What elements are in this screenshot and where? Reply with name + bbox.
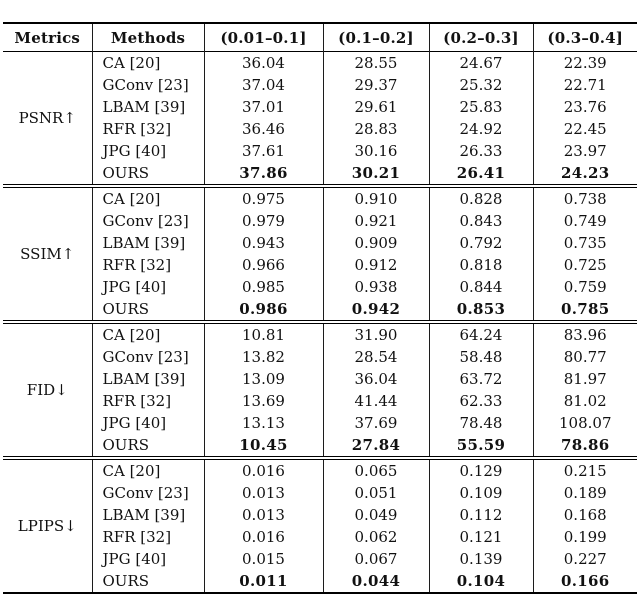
- section-psnr: [3, 52, 637, 187]
- value-cell: 0.966: [204, 254, 323, 276]
- value-cell: 0.735: [533, 232, 637, 254]
- value-cell: 26.33: [429, 140, 533, 162]
- method-cell: LBAM [39]: [92, 504, 204, 526]
- value-cell: 24.67: [429, 52, 533, 75]
- value-cell: 28.83: [323, 118, 429, 140]
- table-row: [3, 140, 637, 162]
- table-row: [3, 458, 637, 482]
- table-row: [3, 118, 637, 140]
- value-cell: 0.975: [204, 186, 323, 210]
- table-row: [3, 74, 637, 96]
- table-row: [3, 232, 637, 254]
- value-cell: 0.749: [533, 210, 637, 232]
- table-row: [3, 186, 637, 210]
- value-cell: 0.139: [429, 548, 533, 570]
- value-cell: 30.21: [323, 162, 429, 186]
- value-cell: 37.01: [204, 96, 323, 118]
- method-cell: LBAM [39]: [92, 232, 204, 254]
- value-cell: 83.96: [533, 322, 637, 346]
- value-cell: 0.912: [323, 254, 429, 276]
- value-cell: 0.109: [429, 482, 533, 504]
- value-cell: 0.129: [429, 458, 533, 482]
- value-cell: 0.909: [323, 232, 429, 254]
- value-cell: 22.71: [533, 74, 637, 96]
- value-cell: 0.738: [533, 186, 637, 210]
- table-row: [3, 548, 637, 570]
- method-cell: CA [20]: [92, 458, 204, 482]
- value-cell: 13.69: [204, 390, 323, 412]
- value-cell: 0.725: [533, 254, 637, 276]
- value-cell: 0.067: [323, 548, 429, 570]
- value-cell: 29.61: [323, 96, 429, 118]
- method-cell: LBAM [39]: [92, 368, 204, 390]
- value-cell: 37.69: [323, 412, 429, 434]
- header-cell-range-3: (0.2–0.3]: [429, 23, 533, 52]
- value-cell: 13.09: [204, 368, 323, 390]
- value-cell: 27.84: [323, 434, 429, 458]
- value-cell: 0.166: [533, 570, 637, 593]
- value-cell: 28.55: [323, 52, 429, 75]
- value-cell: 23.76: [533, 96, 637, 118]
- value-cell: 0.215: [533, 458, 637, 482]
- value-cell: 37.61: [204, 140, 323, 162]
- header-cell-range-4: (0.3–0.4]: [533, 23, 637, 52]
- method-cell: RFR [32]: [92, 118, 204, 140]
- value-cell: 108.07: [533, 412, 637, 434]
- method-cell: LBAM [39]: [92, 96, 204, 118]
- value-cell: 0.979: [204, 210, 323, 232]
- header-cell-range-2: (0.1–0.2]: [323, 23, 429, 52]
- value-cell: 25.83: [429, 96, 533, 118]
- value-cell: 0.828: [429, 186, 533, 210]
- table-row: [3, 52, 637, 75]
- value-cell: 0.943: [204, 232, 323, 254]
- value-cell: 26.41: [429, 162, 533, 186]
- metric-label-lpips: LPIPS↓: [17, 517, 77, 535]
- value-cell: 0.818: [429, 254, 533, 276]
- value-cell: 29.37: [323, 74, 429, 96]
- value-cell: 0.015: [204, 548, 323, 570]
- table-row-ours: [3, 570, 637, 593]
- value-cell: 78.86: [533, 434, 637, 458]
- value-cell: 0.065: [323, 458, 429, 482]
- method-cell: OURS: [92, 298, 204, 322]
- value-cell: 0.938: [323, 276, 429, 298]
- value-cell: 0.104: [429, 570, 533, 593]
- value-cell: 36.46: [204, 118, 323, 140]
- method-cell: JPG [40]: [92, 412, 204, 434]
- method-cell: GConv [23]: [92, 210, 204, 232]
- value-cell: 13.13: [204, 412, 323, 434]
- value-cell: 0.062: [323, 526, 429, 548]
- value-cell: 81.97: [533, 368, 637, 390]
- table-row: [3, 96, 637, 118]
- table-row: [3, 526, 637, 548]
- value-cell: 0.844: [429, 276, 533, 298]
- value-cell: 0.942: [323, 298, 429, 322]
- value-cell: 0.013: [204, 504, 323, 526]
- value-cell: 24.92: [429, 118, 533, 140]
- value-cell: 0.016: [204, 458, 323, 482]
- table-row: [3, 322, 637, 346]
- value-cell: 0.785: [533, 298, 637, 322]
- table-row-ours: [3, 298, 637, 322]
- value-cell: 80.77: [533, 346, 637, 368]
- table-row: [3, 254, 637, 276]
- metric-label-ssim: SSIM↑: [20, 245, 75, 263]
- value-cell: 13.82: [204, 346, 323, 368]
- value-cell: 22.39: [533, 52, 637, 75]
- value-cell: 0.986: [204, 298, 323, 322]
- method-cell: RFR [32]: [92, 254, 204, 276]
- method-cell: GConv [23]: [92, 482, 204, 504]
- method-cell: GConv [23]: [92, 74, 204, 96]
- table-row: [3, 504, 637, 526]
- value-cell: 0.985: [204, 276, 323, 298]
- table-row: [3, 346, 637, 368]
- method-cell: RFR [32]: [92, 526, 204, 548]
- value-cell: 0.044: [323, 570, 429, 593]
- method-cell: JPG [40]: [92, 548, 204, 570]
- value-cell: 0.759: [533, 276, 637, 298]
- method-cell: GConv [23]: [92, 346, 204, 368]
- method-cell: OURS: [92, 570, 204, 593]
- section-fid: [3, 322, 637, 458]
- table-row: [3, 412, 637, 434]
- metric-label-fid: FID↓: [26, 381, 68, 399]
- value-cell: 0.016: [204, 526, 323, 548]
- table-header: [3, 23, 637, 52]
- value-cell: 0.843: [429, 210, 533, 232]
- value-cell: 36.04: [204, 52, 323, 75]
- value-cell: 63.72: [429, 368, 533, 390]
- table-row-ours: [3, 162, 637, 186]
- value-cell: 0.051: [323, 482, 429, 504]
- header-cell-methods: Methods: [92, 23, 204, 52]
- table-row: [3, 276, 637, 298]
- value-cell: 30.16: [323, 140, 429, 162]
- value-cell: 81.02: [533, 390, 637, 412]
- header-row: [3, 23, 637, 52]
- value-cell: 0.853: [429, 298, 533, 322]
- method-cell: JPG [40]: [92, 140, 204, 162]
- value-cell: 0.921: [323, 210, 429, 232]
- value-cell: 10.81: [204, 322, 323, 346]
- value-cell: 62.33: [429, 390, 533, 412]
- value-cell: 37.86: [204, 162, 323, 186]
- value-cell: 58.48: [429, 346, 533, 368]
- value-cell: 10.45: [204, 434, 323, 458]
- value-cell: 0.121: [429, 526, 533, 548]
- value-cell: 24.23: [533, 162, 637, 186]
- value-cell: 31.90: [323, 322, 429, 346]
- table-row: [3, 210, 637, 232]
- value-cell: 0.013: [204, 482, 323, 504]
- table-row: [3, 368, 637, 390]
- method-cell: CA [20]: [92, 322, 204, 346]
- section-lpips: [3, 458, 637, 593]
- value-cell: 0.168: [533, 504, 637, 526]
- value-cell: 0.112: [429, 504, 533, 526]
- table-row: [3, 482, 637, 504]
- method-cell: OURS: [92, 162, 204, 186]
- value-cell: 0.227: [533, 548, 637, 570]
- value-cell: 0.049: [323, 504, 429, 526]
- value-cell: 0.199: [533, 526, 637, 548]
- method-cell: OURS: [92, 434, 204, 458]
- method-cell: RFR [32]: [92, 390, 204, 412]
- header-cell-range-1: (0.01–0.1]: [204, 23, 323, 52]
- value-cell: 28.54: [323, 346, 429, 368]
- value-cell: 0.910: [323, 186, 429, 210]
- value-cell: 22.45: [533, 118, 637, 140]
- value-cell: 36.04: [323, 368, 429, 390]
- header-cell-metrics: Metrics: [14, 28, 81, 47]
- results-table: [3, 22, 637, 594]
- value-cell: 23.97: [533, 140, 637, 162]
- value-cell: 64.24: [429, 322, 533, 346]
- value-cell: 0.011: [204, 570, 323, 593]
- method-cell: CA [20]: [92, 52, 204, 75]
- value-cell: 41.44: [323, 390, 429, 412]
- value-cell: 37.04: [204, 74, 323, 96]
- value-cell: 25.32: [429, 74, 533, 96]
- value-cell: 78.48: [429, 412, 533, 434]
- method-cell: CA [20]: [92, 186, 204, 210]
- value-cell: 55.59: [429, 434, 533, 458]
- value-cell: 0.792: [429, 232, 533, 254]
- results-table-container: [3, 22, 637, 594]
- metric-label-psnr: PSNR↑: [18, 109, 76, 127]
- table-row: [3, 390, 637, 412]
- section-ssim: [3, 186, 637, 322]
- value-cell: 0.189: [533, 482, 637, 504]
- table-row-ours: [3, 434, 637, 458]
- method-cell: JPG [40]: [92, 276, 204, 298]
